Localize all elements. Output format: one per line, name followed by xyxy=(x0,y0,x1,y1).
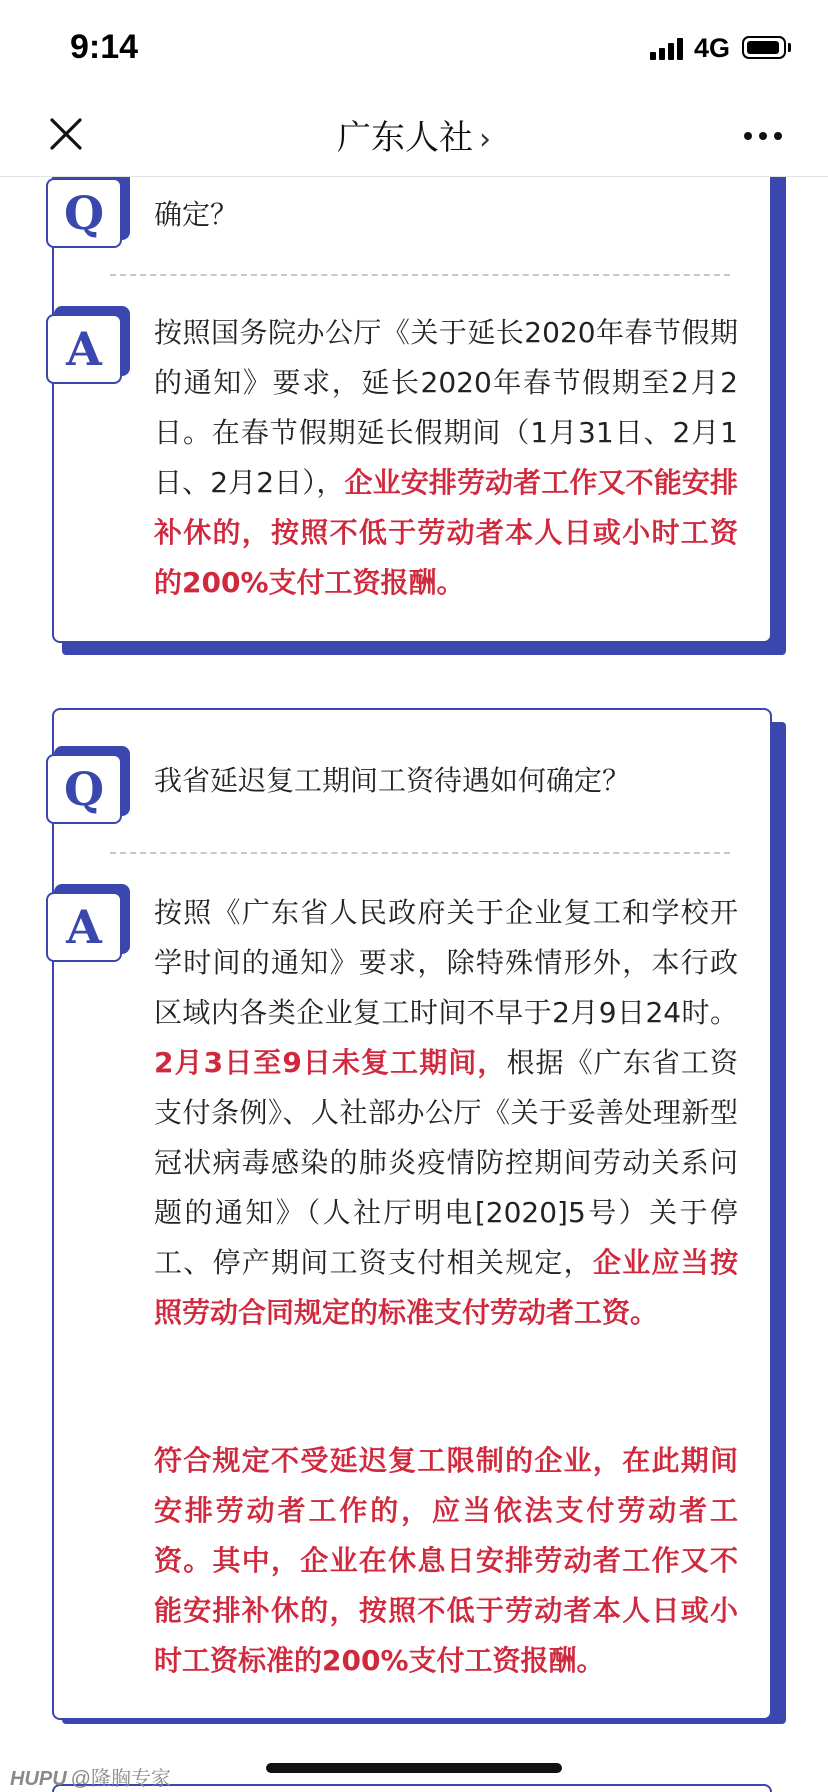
more-icon[interactable] xyxy=(744,130,784,142)
signal-icon xyxy=(650,36,686,60)
qa-card-2 xyxy=(52,708,772,1720)
network-label: 4G xyxy=(694,33,731,63)
nav-bar xyxy=(0,100,828,177)
home-indicator[interactable] xyxy=(266,1763,562,1773)
dashed-divider xyxy=(110,274,730,276)
status-time: 9:14 xyxy=(70,28,139,66)
question-badge xyxy=(46,752,128,826)
answer-text-highlight: 2月3日至9日未复工期间， xyxy=(154,1046,507,1079)
answer-text-normal: 按照《广东省人民政府关于企业复工和学校开学时间的通知》要求，除特殊情形外，本行政区域内各类企业复工时间不早于2月9日24时。 xyxy=(154,896,738,1029)
q-letter: Q xyxy=(46,754,122,824)
answer-paragraph-2: 符合规定不受延迟复工限制的企业，在此期间安排劳动者工作的，应当依法支付劳动者工资。其中，企业在休息日安排劳动者工作又不能安排补休的，按照不低于劳动者本人日或小时工资标准的200%支付工资报酬。 xyxy=(154,1444,738,1677)
answer-badge xyxy=(46,312,128,386)
answer-text-highlight: 企业应当按照劳动合同规定的标准支付劳动者工资。 xyxy=(154,1246,738,1329)
battery-cap xyxy=(788,43,791,52)
page-title[interactable]: 广东人社 xyxy=(337,118,473,158)
q-letter: Q xyxy=(46,178,122,248)
qa-card-1 xyxy=(52,140,772,643)
question-text: 确定？ xyxy=(154,198,239,231)
a-letter: A xyxy=(46,892,122,962)
watermark-user: @隆胸专家 xyxy=(70,1768,171,1790)
watermark-brand: HUPU xyxy=(10,1768,67,1790)
chevron-right-icon: › xyxy=(479,122,491,157)
question-text: 我省延迟复工期间工资待遇如何确定？ xyxy=(154,764,631,797)
watermark xyxy=(10,1762,171,1791)
question-badge xyxy=(46,176,128,250)
answer-text xyxy=(154,888,738,1338)
answer-text-normal: 根据《广东省工资支付条例》、人社部办公厅《关于妥善处理新型冠状病毒感染的肺炎疫情防控期间劳动关系问题的通知》（人社厅明电[2020]5号）关于停工、停产期间工资支付相关规定， xyxy=(154,1046,738,1279)
status-bar xyxy=(0,0,828,100)
answer-text xyxy=(154,308,738,608)
dashed-divider xyxy=(110,852,730,854)
answer-text-highlight: 企业安排劳动者工作又不能安排补休的，按照不低于劳动者本人日或小时工资的200%支付工资报酬。 xyxy=(154,466,738,599)
answer-text-normal: 按照国务院办公厅《关于延长2020年春节假期的通知》要求，延长2020年春节假期至2月2日。在春节假期延长假期间（1月31日、2月1日、2月2日）， xyxy=(154,316,738,499)
answer-badge xyxy=(46,890,128,964)
battery-icon xyxy=(742,36,786,59)
nav-title-link[interactable] xyxy=(0,110,828,159)
a-letter: A xyxy=(46,314,122,384)
